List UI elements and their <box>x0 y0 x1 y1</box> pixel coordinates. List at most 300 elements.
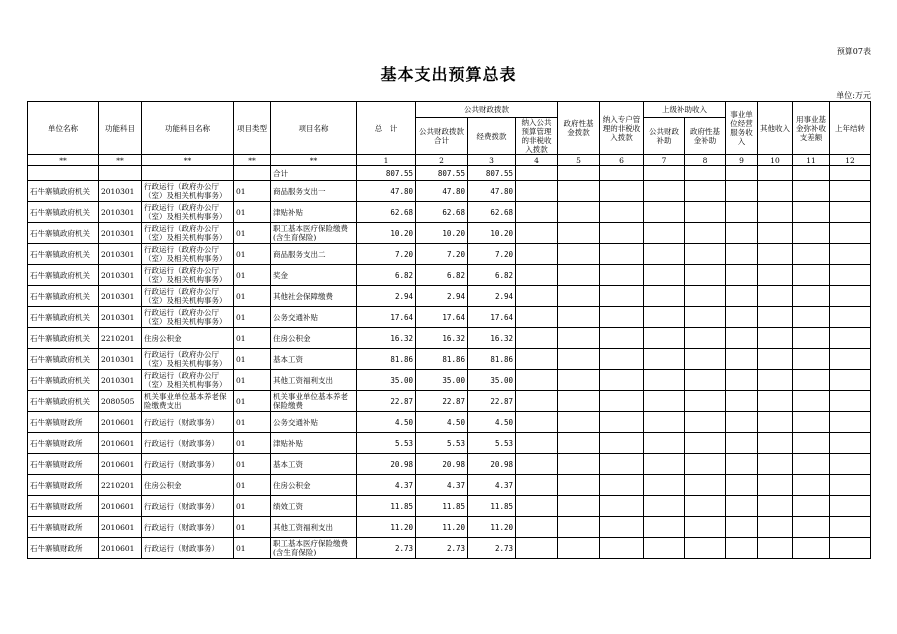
pf-funds-cell: 16.32 <box>468 328 516 349</box>
func-name-cell: 行政运行（财政事务） <box>142 538 234 559</box>
empty-cell <box>726 223 758 244</box>
item-name-cell: 商品服务支出一 <box>271 181 357 202</box>
empty-cell <box>830 433 871 454</box>
item-type-cell: 01 <box>234 223 271 244</box>
empty-cell <box>516 475 558 496</box>
empty-cell <box>685 202 726 223</box>
pf-subtotal-cell: 6.82 <box>416 265 468 286</box>
func-code-cell: 2210201 <box>99 328 142 349</box>
header-business-income: 事业单位经营服务收入 <box>726 102 758 155</box>
empty-cell <box>600 391 644 412</box>
item-name-cell: 公务交通补贴 <box>271 307 357 328</box>
total-pf-subtotal: 807.55 <box>416 166 468 181</box>
empty-cell <box>558 286 600 307</box>
empty-cell <box>758 244 793 265</box>
item-type-cell: 01 <box>234 286 271 307</box>
index-cell: 9 <box>726 155 758 166</box>
empty-cell <box>726 538 758 559</box>
index-cell: 11 <box>793 155 830 166</box>
empty-cell <box>726 454 758 475</box>
item-name-cell: 住房公积金 <box>271 328 357 349</box>
empty-cell <box>600 244 644 265</box>
empty-cell <box>758 454 793 475</box>
pf-subtotal-cell: 4.50 <box>416 412 468 433</box>
pf-subtotal-cell: 2.94 <box>416 286 468 307</box>
empty-cell <box>685 412 726 433</box>
table-row <box>28 307 871 328</box>
table-row <box>28 475 871 496</box>
empty-cell <box>758 433 793 454</box>
empty-cell <box>758 496 793 517</box>
form-code: 预算07表 <box>836 47 871 56</box>
empty-cell <box>830 454 871 475</box>
empty-cell <box>793 391 830 412</box>
empty-cell <box>685 244 726 265</box>
unit-name-cell: 石牛寨镇财政所 <box>28 538 99 559</box>
table-row <box>28 496 871 517</box>
empty-cell <box>793 412 830 433</box>
unit-name-cell: 石牛寨镇政府机关 <box>28 223 99 244</box>
empty-cell <box>793 307 830 328</box>
pf-subtotal-cell: 2.73 <box>416 538 468 559</box>
total-cell: 11.20 <box>357 517 416 538</box>
header-public-finance: 公共财政拨款 <box>416 102 558 118</box>
pf-subtotal-cell: 81.86 <box>416 349 468 370</box>
empty-cell <box>793 328 830 349</box>
total-cell: 47.80 <box>357 181 416 202</box>
item-type-cell: 01 <box>234 307 271 328</box>
pf-subtotal-cell: 11.85 <box>416 496 468 517</box>
empty-cell <box>644 517 685 538</box>
item-type-cell: 01 <box>234 412 271 433</box>
total-cell: 6.82 <box>357 265 416 286</box>
pf-funds-cell: 47.80 <box>468 181 516 202</box>
header-special-nontax: 纳入专户管理的非税收入拨款 <box>600 102 644 155</box>
index-cell: 10 <box>758 155 793 166</box>
empty-cell <box>558 496 600 517</box>
table-row <box>28 223 871 244</box>
func-name-cell: 行政运行（财政事务） <box>142 454 234 475</box>
table-row <box>28 202 871 223</box>
empty-cell <box>644 412 685 433</box>
empty-cell <box>830 244 871 265</box>
item-name-cell: 津贴补贴 <box>271 433 357 454</box>
unit-label: 单位:万元 <box>836 91 871 100</box>
empty-cell <box>558 475 600 496</box>
empty-cell <box>558 349 600 370</box>
func-code-cell: 2010301 <box>99 244 142 265</box>
empty-cell <box>793 454 830 475</box>
empty-cell <box>726 412 758 433</box>
header-item-type: 项目类型 <box>234 102 271 155</box>
empty-cell <box>558 244 600 265</box>
empty-cell <box>558 265 600 286</box>
total-row <box>28 166 871 181</box>
total-cell: 22.87 <box>357 391 416 412</box>
empty-cell <box>558 538 600 559</box>
item-type-cell: 01 <box>234 391 271 412</box>
pf-funds-cell: 2.94 <box>468 286 516 307</box>
empty-cell <box>600 349 644 370</box>
empty-cell <box>758 286 793 307</box>
total-cell: 20.98 <box>357 454 416 475</box>
pf-funds-cell: 81.86 <box>468 349 516 370</box>
index-cell: ** <box>234 155 271 166</box>
empty-cell <box>600 202 644 223</box>
empty-cell <box>600 454 644 475</box>
item-type-cell: 01 <box>234 475 271 496</box>
empty-cell <box>726 370 758 391</box>
empty-cell <box>793 538 830 559</box>
empty-cell <box>516 349 558 370</box>
empty-cell <box>558 412 600 433</box>
pf-funds-cell: 5.53 <box>468 433 516 454</box>
pf-funds-cell: 10.20 <box>468 223 516 244</box>
unit-name-cell: 石牛寨镇财政所 <box>28 496 99 517</box>
total-pf-funds: 807.55 <box>468 166 516 181</box>
func-name-cell: 行政运行（财政事务） <box>142 433 234 454</box>
func-name-cell: 行政运行（政府办公厅（室）及相关机构事务） <box>142 244 234 265</box>
item-type-cell: 01 <box>234 454 271 475</box>
empty-cell <box>600 370 644 391</box>
func-name-cell: 行政运行（财政事务） <box>142 412 234 433</box>
empty-cell <box>516 496 558 517</box>
empty-cell <box>600 475 644 496</box>
item-type-cell: 01 <box>234 328 271 349</box>
empty-cell <box>516 181 558 202</box>
table-row <box>28 181 871 202</box>
total-cell: 62.68 <box>357 202 416 223</box>
empty-cell <box>726 328 758 349</box>
total-cell: 17.64 <box>357 307 416 328</box>
item-name-cell: 住房公积金 <box>271 475 357 496</box>
table-row <box>28 265 871 286</box>
empty-cell <box>726 433 758 454</box>
empty-cell <box>758 202 793 223</box>
func-code-cell: 2010601 <box>99 454 142 475</box>
empty-cell <box>685 391 726 412</box>
empty-cell <box>600 223 644 244</box>
pf-subtotal-cell: 62.68 <box>416 202 468 223</box>
func-name-cell: 行政运行（政府办公厅（室）及相关机构事务） <box>142 286 234 307</box>
pf-subtotal-cell: 47.80 <box>416 181 468 202</box>
empty-cell <box>516 412 558 433</box>
table-row <box>28 433 871 454</box>
func-code-cell: 2010301 <box>99 265 142 286</box>
empty-cell <box>685 433 726 454</box>
empty-cell <box>516 223 558 244</box>
unit-name-cell: 石牛寨镇政府机关 <box>28 391 99 412</box>
empty-cell <box>558 391 600 412</box>
total-label: 合计 <box>271 166 357 181</box>
total-cell: 7.20 <box>357 244 416 265</box>
empty-cell <box>793 517 830 538</box>
empty-cell <box>830 307 871 328</box>
empty-cell <box>758 349 793 370</box>
empty-cell <box>558 181 600 202</box>
func-name-cell: 行政运行（财政事务） <box>142 517 234 538</box>
empty-cell <box>726 475 758 496</box>
empty-cell <box>758 307 793 328</box>
empty-cell <box>644 223 685 244</box>
empty-cell <box>516 202 558 223</box>
empty-cell <box>830 265 871 286</box>
func-code-cell: 2010301 <box>99 286 142 307</box>
empty-cell <box>644 244 685 265</box>
total-cell: 2.94 <box>357 286 416 307</box>
pf-subtotal-cell: 7.20 <box>416 244 468 265</box>
header-unit-name: 单位名称 <box>28 102 99 155</box>
empty-cell <box>758 223 793 244</box>
item-type-cell: 01 <box>234 538 271 559</box>
func-name-cell: 机关事业单位基本养老保险缴费支出 <box>142 391 234 412</box>
index-cell: ** <box>271 155 357 166</box>
header-item-name: 项目名称 <box>271 102 357 155</box>
pf-funds-cell: 4.37 <box>468 475 516 496</box>
empty-cell <box>758 412 793 433</box>
empty-cell <box>830 202 871 223</box>
budget-table <box>27 101 871 559</box>
empty-cell <box>793 223 830 244</box>
pf-funds-cell: 4.50 <box>468 412 516 433</box>
empty-cell <box>685 181 726 202</box>
empty-cell <box>644 202 685 223</box>
func-name-cell: 行政运行（政府办公厅（室）及相关机构事务） <box>142 265 234 286</box>
item-name-cell: 基本工资 <box>271 349 357 370</box>
item-type-cell: 01 <box>234 433 271 454</box>
empty-cell <box>516 286 558 307</box>
empty-cell <box>793 244 830 265</box>
func-name-cell: 行政运行（政府办公厅（室）及相关机构事务） <box>142 181 234 202</box>
func-code-cell: 2010301 <box>99 181 142 202</box>
empty-cell <box>600 286 644 307</box>
item-type-cell: 01 <box>234 517 271 538</box>
func-name-cell: 住房公积金 <box>142 328 234 349</box>
header-other-income: 其他收入 <box>758 102 793 155</box>
empty-cell <box>644 475 685 496</box>
empty-cell <box>830 538 871 559</box>
item-name-cell: 商品服务支出二 <box>271 244 357 265</box>
unit-name-cell: 石牛寨镇政府机关 <box>28 328 99 349</box>
pf-funds-cell: 6.82 <box>468 265 516 286</box>
empty-cell <box>793 475 830 496</box>
header-upper-subsidy: 上级补助收入 <box>644 102 726 118</box>
total-cell: 16.32 <box>357 328 416 349</box>
func-code-cell: 2010301 <box>99 223 142 244</box>
func-name-cell: 行政运行（政府办公厅（室）及相关机构事务） <box>142 307 234 328</box>
pf-subtotal-cell: 22.87 <box>416 391 468 412</box>
empty-cell <box>830 496 871 517</box>
item-name-cell: 职工基本医疗保险缴费(含生育保险) <box>271 538 357 559</box>
func-name-cell: 住房公积金 <box>142 475 234 496</box>
index-cell: ** <box>142 155 234 166</box>
empty-cell <box>726 307 758 328</box>
pf-funds-cell: 7.20 <box>468 244 516 265</box>
empty-cell <box>644 328 685 349</box>
empty-cell <box>793 349 830 370</box>
empty-cell <box>600 517 644 538</box>
empty-cell <box>644 538 685 559</box>
item-name-cell: 其他社会保障缴费 <box>271 286 357 307</box>
empty-cell <box>758 370 793 391</box>
empty-cell <box>644 307 685 328</box>
empty-cell <box>558 370 600 391</box>
empty-cell <box>793 496 830 517</box>
empty-cell <box>793 370 830 391</box>
index-cell: 5 <box>558 155 600 166</box>
empty-cell <box>758 265 793 286</box>
pf-funds-cell: 11.20 <box>468 517 516 538</box>
unit-name-cell: 石牛寨镇政府机关 <box>28 202 99 223</box>
index-cell: 7 <box>644 155 685 166</box>
empty-cell <box>516 370 558 391</box>
empty-cell <box>830 223 871 244</box>
header-upper-gov-fund: 政府性基金补助 <box>685 118 726 155</box>
func-code-cell: 2010601 <box>99 433 142 454</box>
func-code-cell: 2010301 <box>99 307 142 328</box>
total-cell: 2.73 <box>357 538 416 559</box>
index-cell: 1 <box>357 155 416 166</box>
empty-cell <box>558 202 600 223</box>
table-row <box>28 454 871 475</box>
item-type-cell: 01 <box>234 244 271 265</box>
empty-cell <box>516 265 558 286</box>
pf-funds-cell: 11.85 <box>468 496 516 517</box>
empty-cell <box>600 433 644 454</box>
header-func-name: 功能科目名称 <box>142 102 234 155</box>
func-code-cell: 2010601 <box>99 517 142 538</box>
header-fund-balance: 用事业基金弥补收支差额 <box>793 102 830 155</box>
header-pf-funds: 经费拨款 <box>468 118 516 155</box>
pf-funds-cell: 22.87 <box>468 391 516 412</box>
empty-cell <box>685 286 726 307</box>
empty-cell <box>830 328 871 349</box>
index-cell: 8 <box>685 155 726 166</box>
item-name-cell: 其他工资福利支出 <box>271 370 357 391</box>
empty-cell <box>516 307 558 328</box>
item-name-cell: 奖金 <box>271 265 357 286</box>
pf-funds-cell: 35.00 <box>468 370 516 391</box>
table-row <box>28 244 871 265</box>
item-type-cell: 01 <box>234 349 271 370</box>
func-code-cell: 2010601 <box>99 538 142 559</box>
empty-cell <box>793 286 830 307</box>
header-total: 总 计 <box>357 102 416 155</box>
empty-cell <box>830 412 871 433</box>
empty-cell <box>516 538 558 559</box>
empty-cell <box>830 181 871 202</box>
empty-cell <box>685 265 726 286</box>
total-cell: 4.37 <box>357 475 416 496</box>
empty-cell <box>726 244 758 265</box>
empty-cell <box>558 433 600 454</box>
empty-cell <box>644 265 685 286</box>
table-row <box>28 517 871 538</box>
table-row <box>28 370 871 391</box>
index-cell: 2 <box>416 155 468 166</box>
func-name-cell: 行政运行（政府办公厅（室）及相关机构事务） <box>142 202 234 223</box>
empty-cell <box>516 244 558 265</box>
func-code-cell: 2010601 <box>99 412 142 433</box>
func-code-cell: 2010301 <box>99 202 142 223</box>
table-row <box>28 538 871 559</box>
unit-name-cell: 石牛寨镇财政所 <box>28 517 99 538</box>
pf-subtotal-cell: 20.98 <box>416 454 468 475</box>
empty-cell <box>644 454 685 475</box>
empty-cell <box>516 328 558 349</box>
item-name-cell: 其他工资福利支出 <box>271 517 357 538</box>
total-amount: 807.55 <box>357 166 416 181</box>
index-cell: 6 <box>600 155 644 166</box>
index-cell: 12 <box>830 155 871 166</box>
total-cell: 5.53 <box>357 433 416 454</box>
empty-cell <box>516 454 558 475</box>
index-row <box>28 155 871 166</box>
empty-cell <box>793 202 830 223</box>
empty-cell <box>830 391 871 412</box>
item-type-cell: 01 <box>234 370 271 391</box>
empty-cell <box>830 349 871 370</box>
empty-cell <box>830 286 871 307</box>
item-type-cell: 01 <box>234 265 271 286</box>
empty-cell <box>830 475 871 496</box>
empty-cell <box>793 433 830 454</box>
func-name-cell: 行政运行（政府办公厅（室）及相关机构事务） <box>142 223 234 244</box>
func-code-cell: 2080505 <box>99 391 142 412</box>
empty-cell <box>685 517 726 538</box>
empty-cell <box>600 265 644 286</box>
empty-cell <box>830 517 871 538</box>
index-cell: 4 <box>516 155 558 166</box>
total-cell: 10.20 <box>357 223 416 244</box>
unit-name-cell: 石牛寨镇财政所 <box>28 433 99 454</box>
table-row <box>28 286 871 307</box>
pf-funds-cell: 62.68 <box>468 202 516 223</box>
func-code-cell: 2010301 <box>99 349 142 370</box>
header-pf-subtotal: 公共财政拨款合计 <box>416 118 468 155</box>
empty-cell <box>516 517 558 538</box>
func-code-cell: 2010301 <box>99 370 142 391</box>
empty-cell <box>685 307 726 328</box>
header-func-code: 功能科目 <box>99 102 142 155</box>
empty-cell <box>516 391 558 412</box>
empty-cell <box>600 538 644 559</box>
empty-cell <box>600 328 644 349</box>
pf-subtotal-cell: 5.53 <box>416 433 468 454</box>
pf-subtotal-cell: 11.20 <box>416 517 468 538</box>
unit-name-cell: 石牛寨镇政府机关 <box>28 181 99 202</box>
empty-cell <box>685 349 726 370</box>
pf-funds-cell: 20.98 <box>468 454 516 475</box>
empty-cell <box>726 517 758 538</box>
empty-cell <box>726 349 758 370</box>
index-cell: ** <box>28 155 99 166</box>
item-type-cell: 01 <box>234 202 271 223</box>
header-upper-public: 公共财政补助 <box>644 118 685 155</box>
unit-name-cell: 石牛寨镇财政所 <box>28 412 99 433</box>
empty-cell <box>600 307 644 328</box>
table-row <box>28 412 871 433</box>
empty-cell <box>726 496 758 517</box>
item-type-cell: 01 <box>234 496 271 517</box>
func-code-cell: 2210201 <box>99 475 142 496</box>
empty-cell <box>558 517 600 538</box>
unit-name-cell: 石牛寨镇政府机关 <box>28 286 99 307</box>
unit-name-cell: 石牛寨镇政府机关 <box>28 244 99 265</box>
empty-cell <box>644 181 685 202</box>
empty-cell <box>758 538 793 559</box>
item-type-cell: 01 <box>234 181 271 202</box>
